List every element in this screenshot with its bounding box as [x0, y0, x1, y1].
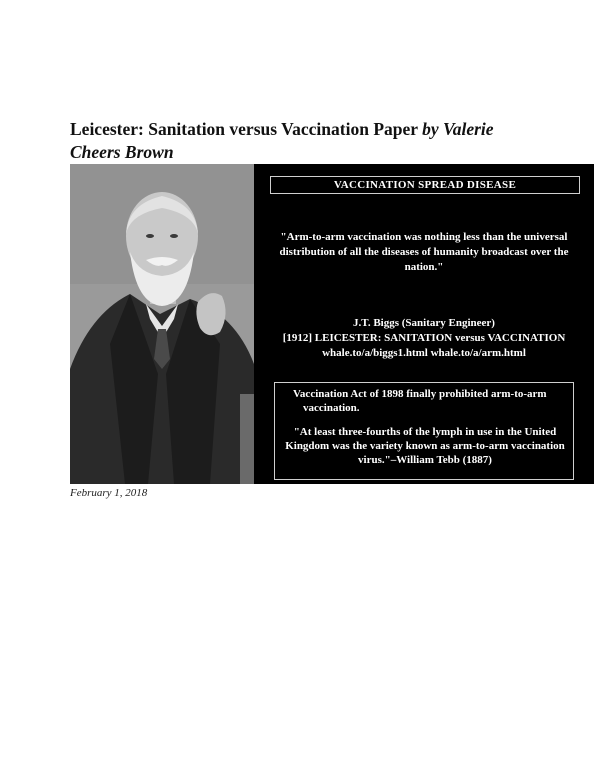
- title-byline: by Valerie Cheers Brown: [70, 119, 494, 162]
- portrait-photo: [70, 164, 254, 484]
- credit-source: [1912] LEICESTER: SANITATION versus VACCINATION: [282, 332, 566, 344]
- credit-block: [258, 316, 590, 361]
- quote-biggs: "Arm-to-arm vaccination was nothing less than the universal distribution of all the diseases of humanity broadcast over the nation.": [279, 231, 569, 273]
- credit-urls: whale.to/a/biggs1.html whale.to/a/arm.html: [322, 347, 526, 359]
- quote-panel: [254, 164, 594, 484]
- publish-date: February 1, 2018: [70, 487, 148, 499]
- act-text: Vaccination Act of 1898 finally prohibited arm-to-arm vaccination.: [293, 388, 547, 414]
- panel-heading: VACCINATION SPREAD DISEASE: [270, 176, 580, 194]
- document-title: [70, 118, 540, 164]
- figure-image: [70, 164, 594, 484]
- portrait-illustration: [70, 164, 254, 484]
- quote-tebb: "At least three-fourths of the lymph in use in the United Kingdom was the variety known as arm-to-arm vaccination virus."–William Tebb (1887): [285, 426, 565, 466]
- title-main: Leicester: Sanitation versus Vaccination Paper: [70, 119, 418, 139]
- credit-author: J.T. Biggs (Sanitary Engineer): [353, 317, 495, 329]
- act-box: [274, 382, 574, 480]
